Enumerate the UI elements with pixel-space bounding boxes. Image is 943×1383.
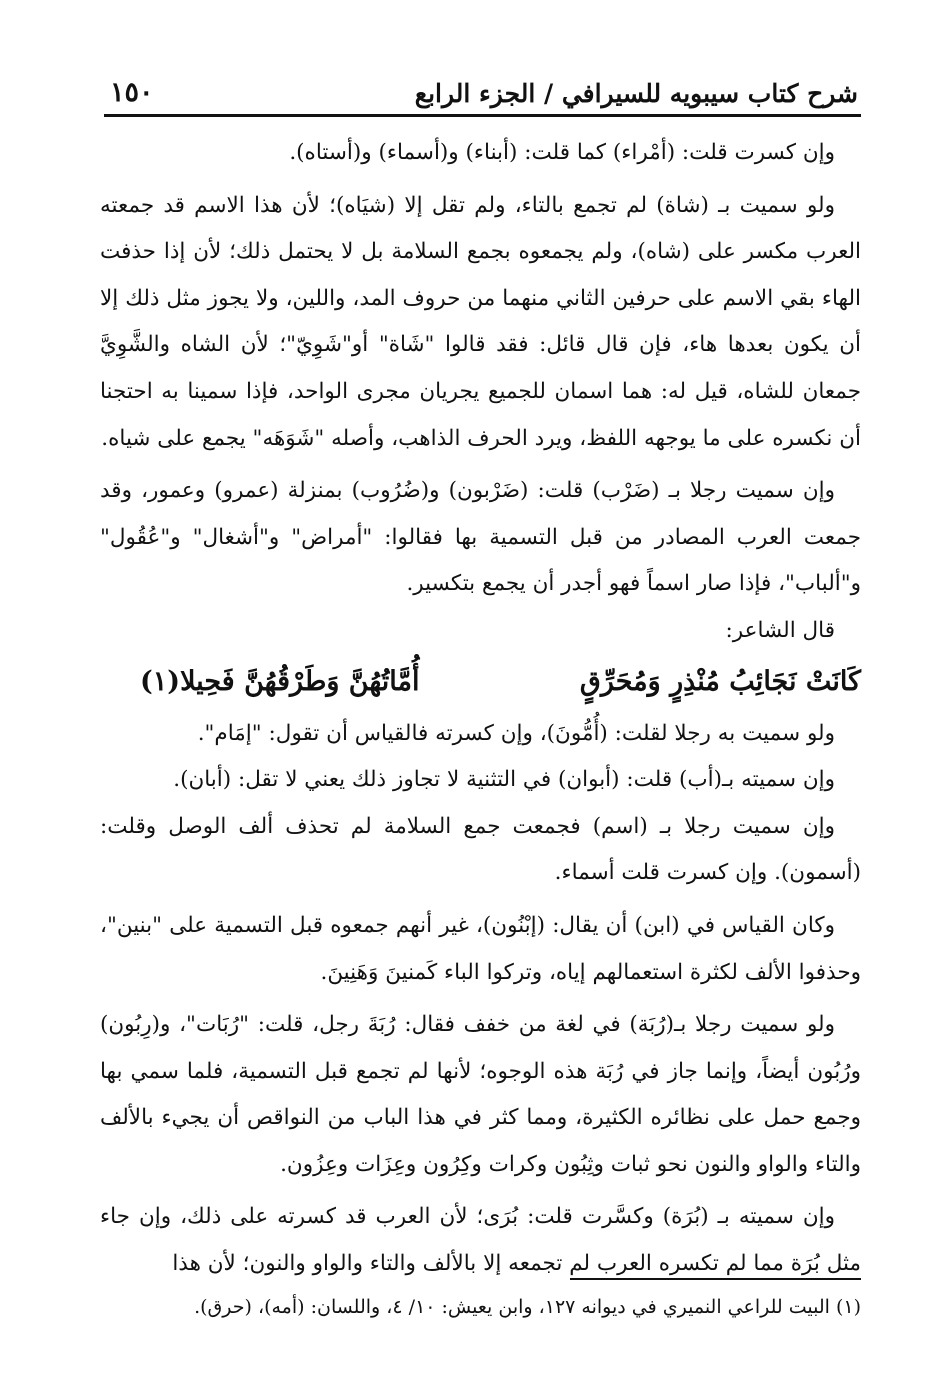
main-text xyxy=(100,130,861,1288)
paragraph: وإن سميته بـ(أب) قلت: (أبوان) في التثنية لا تجاوز ذلك يعني لا تقل: (أبان). xyxy=(173,767,835,793)
paragraph: وإن سميت رجلا بـ (ضَرْب) قلت: (ضَرْبون) و(ضُرُوب) بمنزلة (عمرو) وعمور، وقد جمعت العرب المصادر من قبل التسمية بها فقالوا: "أمراض" و"أشغال" و"عُقُول" و"ألباب"، فإذا صار اسماً فهو أجدر أن يجمع بتكسير. xyxy=(100,478,861,597)
verse-second-hemistich: أُمَّاتُهُنَّ وَطَرْقُهُنَّ فَحِيلا(١) xyxy=(140,666,420,698)
poetry-verse xyxy=(100,655,861,711)
verse-first-hemistich: كَانَتْ نَجَائِبُ مُنْذِرٍ وَمُحَرِّقٍ xyxy=(579,666,861,698)
footnote: (١) البيت للراعي النميري في ديوانه ١٢٧، وابن يعيش: ١٠/ ٤، واللسان: (أمه)، (حرق). xyxy=(194,1296,861,1318)
page-header xyxy=(110,62,858,108)
footnote-rule xyxy=(570,1278,861,1280)
running-title: شرح كتاب سيبويه للسيرافي / الجزء الرابع xyxy=(414,79,858,108)
header-rule xyxy=(104,114,861,117)
page-number: ١٥٠ xyxy=(110,77,154,108)
paragraph: ولو سميت بـ (شاة) لم تجمع بالتاء، ولم تقل إلا (شيَاه)؛ لأن هذا الاسم قد جمعته العرب مكسر على (شاه)، ولم يجمعوه بجمع السلامة بل لا يحتمل ذلك؛ لأن إذا حذفت الهاء بقي الاسم على حرفين الثاني منهما من حروف المد، واللين، ولا يجوز مثل ذلك إلا أن يكون بعدها هاء، فإن قال قائل: فقد قالوا "شَاة" أو"شَوِيّ"؛ لأن الشاه والشَّوِيَّ جمعان للشاه، قيل له: هما اسمان للجميع يجريان مجرى الواحد، فإذا سمينا به احتجنا أن نكسره على ما يوجهه اللفظ، ويرد الحرف الذاهب، وأصله "شَوَهَه" يجمع على شياه. xyxy=(100,192,861,451)
paragraph: ولو سميت به رجلا لقلت: (أُمُّونَ)، وإن كسرته فالقياس أن تقول: "إمَام". xyxy=(197,720,835,746)
verse-intro: قال الشاعر: xyxy=(725,617,835,643)
paragraph: ولو سميت رجلا بـ(رُبَة) في لغة من خفف فقال: رُبَةَ رجل، قلت: "رُبَات"، و(رِبُون) ورُبُون أيضاً، وإنما جاز في رُبَة هذه الوجوه؛ لأنها لم تجمع قبل التسمية، فلما سمي بها وجمع حمل على نظائره الكثيرة، ومما كثر في هذا الباب من النواقص أن يجيء بالألف والتاء والواو والنون نحو ثبات وثِبُون وكرات وكِرُون وعِزَات وعِزُون. xyxy=(100,1012,861,1177)
paragraph: وكان القياس في (ابن) أن يقال: (إبْنُون)، غير أنهم جمعوه قبل التسمية على "بنين"، وحذفوا الألف لكثرة استعمالهم إياه، وتركوا الباء كَمنينَ وَهَنِينَ. xyxy=(100,912,861,985)
paragraph: وإن سميت رجلا بـ (اسم) فجمعت جمع السلامة لم تحذف ألف الوصل وقلت: (أسمون). وإن كسرت قلت أسماء. xyxy=(100,813,861,886)
paragraph: وإن سميته بـ (بُرَة) وكسَّرت قلت: بُرَى؛ لأن العرب قد كسرته على ذلك، وإن جاء مثل بُرَة مما لم تكسره العرب لم تجمعه إلا بالألف والتاء والواو والنون؛ لأن هذا xyxy=(100,1204,861,1277)
paragraph: وإن كسرت قلت: (أمْراء) كما قلت: (أبناء) و(أسماء) و(أستاه). xyxy=(289,140,835,165)
